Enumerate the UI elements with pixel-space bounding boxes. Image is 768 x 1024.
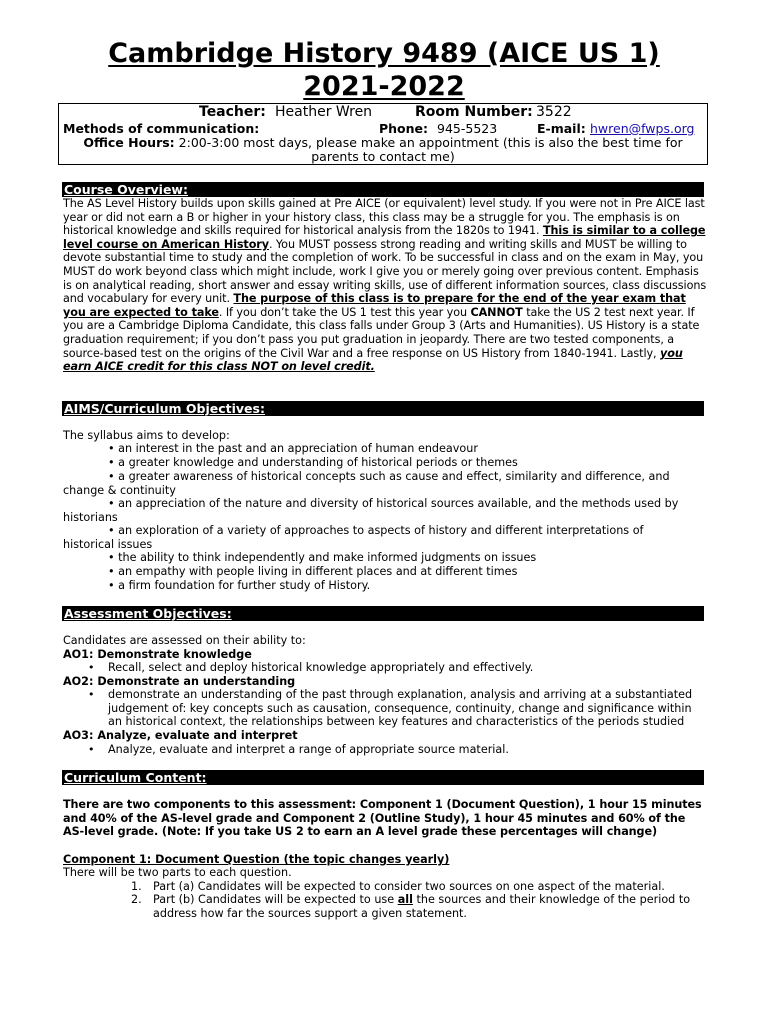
- phone-label: Phone:: [379, 121, 429, 136]
- aims-item: • the ability to think independently and make informed judgments on issues: [108, 551, 537, 564]
- bullet-dot: •: [88, 661, 95, 674]
- component1-item-a: Part (a) Candidates will be expected to consider two sources on one aspect of the material.: [153, 880, 665, 893]
- assessment-heading: Assessment Objectives:: [62, 606, 704, 621]
- bullet-dot: •: [88, 688, 95, 701]
- aims-heading: AIMS/Curriculum Objectives:: [62, 401, 704, 416]
- office-hours-label: Office Hours:: [83, 135, 175, 150]
- aims-item: • a firm foundation for further study of History.: [108, 579, 371, 592]
- course-overview-heading: Course Overview:: [62, 182, 704, 197]
- info-row-office: [59, 136, 707, 164]
- ao1-title: AO1: Demonstrate knowledge: [63, 648, 252, 661]
- component1-title: Component 1: Document Question (the topic changes yearly): [63, 853, 450, 866]
- ao2-item: demonstrate an understanding of the past through explanation, analysis and arriving at a substantiated judgement of: key concepts such as causation, consequence, continuity, change and significance within an historical context, the relationships between key features and characteristics of the periods studied: [108, 688, 693, 729]
- room-value: 3522: [536, 104, 572, 120]
- aims-item: • an interest in the past and an appreciation of human endeavour: [108, 442, 478, 455]
- list-number: 2.: [131, 893, 142, 906]
- assessment-intro: Candidates are assessed on their ability to:: [63, 634, 306, 647]
- aims-item-cont: change & continuity: [63, 484, 176, 497]
- bullet-dot: •: [88, 743, 95, 756]
- aims-item: • an empathy with people living in different places and at different times: [108, 565, 518, 578]
- curriculum-components-text: There are two components to this assessment: Component 1 (Document Question), 1 hour 15 minutes and 40% of the AS-level grade and Component 2 (Outline Study), 1 hour 45 minutes and 60% of the AS-level grade. (Note: If you take US 2 to earn an A level grade these percentages will change): [63, 798, 702, 839]
- component1-item-b: Part (b) Candidates will be expected to use all the sources and their knowledge of the period to address how far the sources support a given statement.: [153, 893, 691, 920]
- list-number: 1.: [131, 880, 142, 893]
- room-label: Room Number:: [415, 104, 533, 120]
- ao2-title: AO2: Demonstrate an understanding: [63, 675, 296, 688]
- email-label: E-mail:: [537, 121, 586, 136]
- course-overview-text: The AS Level History builds upon skills gained at Pre AICE (or equivalent) level study. If you were not in Pre AICE last year or did not earn a B or higher in your history class, this class may be a struggle for you. The emphasis is on historical knowledge and skills required for historical analysis from the 1820s to 1941. This is similar to a college level course on American History. You MUST possess strong reading and writing skills and MUST be willing to devote substantial time to study and the completion of work. To be successful in class and on the exam in May, you MUST do work beyond class which might include, work I give you or merely going over previous content. Emphasis is on analytical reading, short answer and essay writing skills, use of different information sources, class discussions and vocabulary for every unit. The purpose of this class is to prepare for the end of the year exam that you are expected to take. If you don’t take the US 1 test this year you CANNOT take the US 2 test next year. If you are a Cambridge Diploma Candidate, this class falls under Group 3 (Arts and Humanities). US History is a state graduation requirement; if you don’t pass you put graduation in jeopardy. There are two tested components, a source-based test on the origins of the Civil War and a free response on US History from 1840-1941. Lastly, you earn AICE credit for this class NOT on level credit.: [63, 197, 707, 374]
- aims-item-cont: historical issues: [63, 538, 153, 551]
- aims-item: • an appreciation of the nature and diversity of historical sources available, and the methods used by: [108, 497, 679, 510]
- curriculum-heading: Curriculum Content:: [62, 770, 704, 785]
- office-hours-value: 2:00-3:00 most days, please make an appointment (this is also the best time for: [178, 135, 683, 150]
- aims-item: • a greater knowledge and understanding of historical periods or themes: [108, 456, 518, 469]
- ao3-item: Analyze, evaluate and interpret a range of appropriate source material.: [108, 743, 509, 756]
- teacher-info-box: [58, 103, 708, 165]
- aims-item: • an exploration of a variety of approaches to aspects of history and different interpretations of: [108, 524, 644, 537]
- teacher-value: Heather Wren: [275, 104, 373, 120]
- title-line-2: 2021-2022: [303, 71, 465, 102]
- info-row-teacher: [59, 104, 707, 121]
- teacher-label: Teacher:: [199, 104, 266, 120]
- ao3-title: AO3: Analyze, evaluate and interpret: [63, 729, 298, 742]
- aims-intro: The syllabus aims to develop:: [63, 429, 230, 442]
- ao1-item: Recall, select and deploy historical knowledge appropriately and effectively.: [108, 661, 534, 674]
- component1-intro: There will be two parts to each question.: [63, 866, 292, 879]
- aims-item-cont: historians: [63, 511, 118, 524]
- title-line-1: Cambridge History 9489 (AICE US 1): [108, 38, 660, 69]
- aims-item: • a greater awareness of historical concepts such as cause and effect, similarity and difference, and: [108, 470, 670, 483]
- office-hours-value-2: parents to contact me): [311, 149, 455, 164]
- page-title: [0, 37, 768, 103]
- phone-value: 945-5523: [437, 121, 498, 136]
- email-link[interactable]: hwren@fwps.org: [590, 121, 695, 136]
- methods-label: Methods of communication:: [63, 121, 260, 136]
